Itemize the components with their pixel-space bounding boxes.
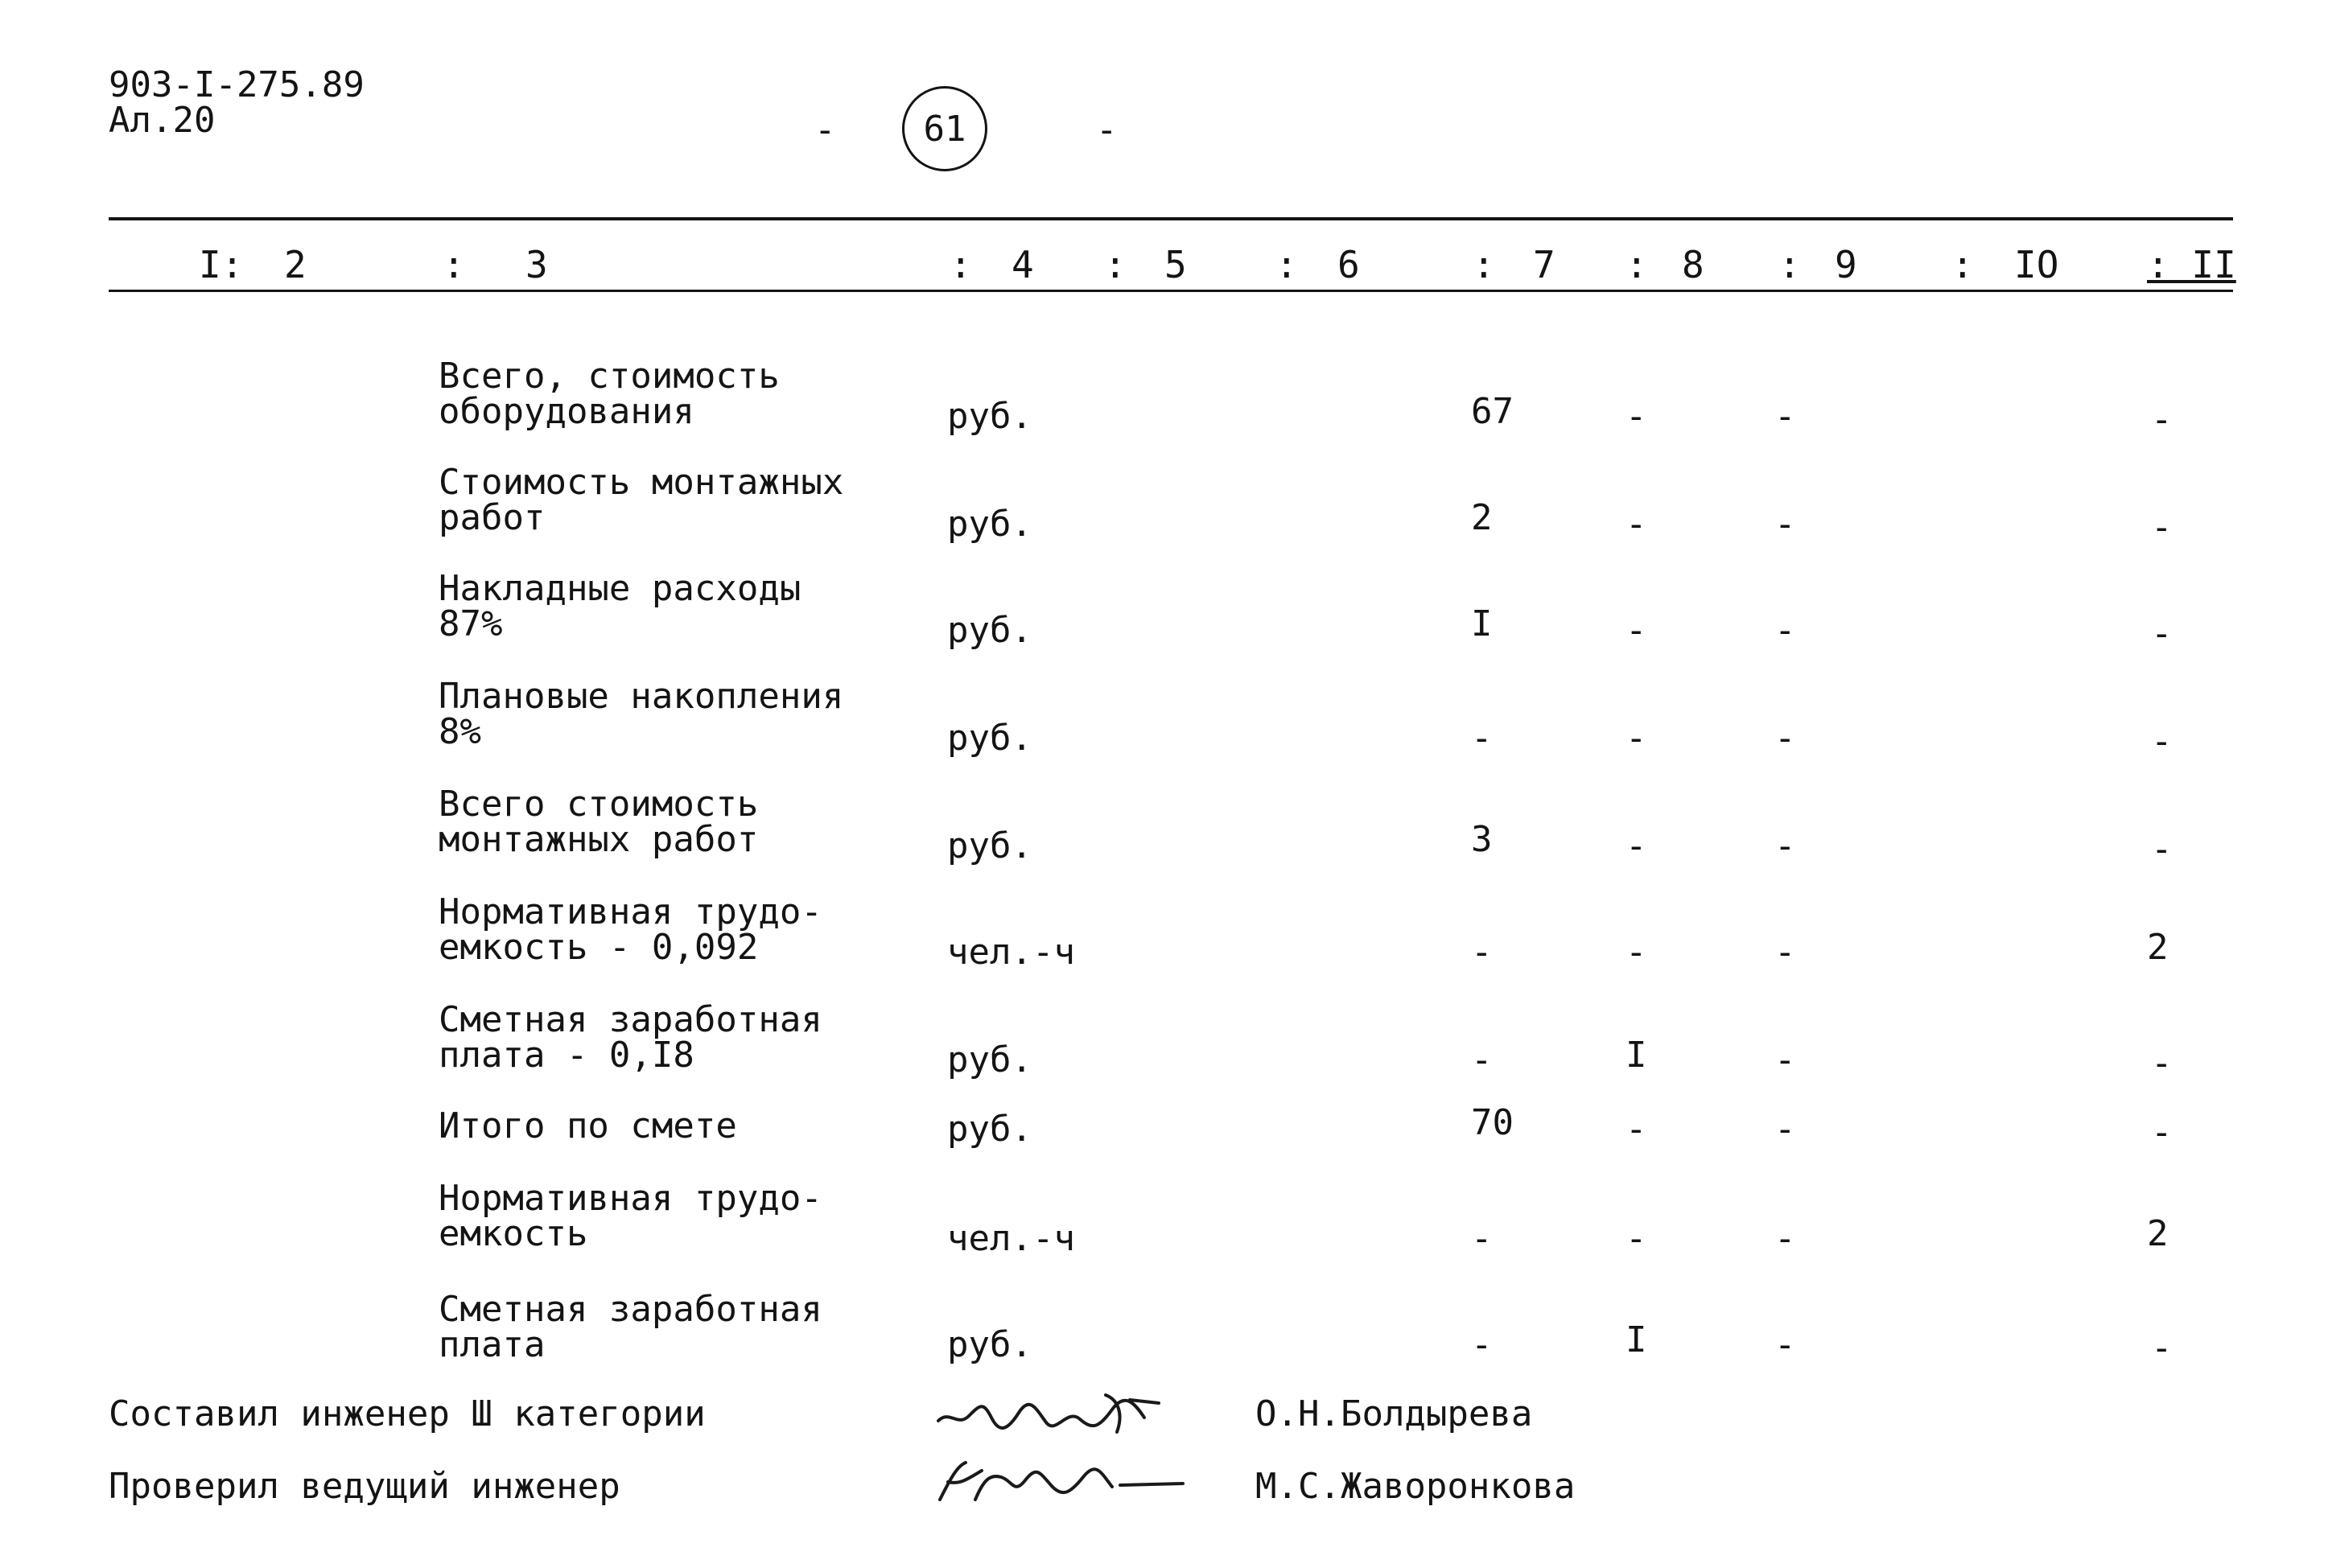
col-header-6: 6 (1337, 243, 1360, 286)
row-value-col8: I (1625, 1319, 1647, 1360)
checked-by-name: М.С.Жаворонкова (1255, 1466, 1576, 1507)
compiled-by-label: Составил инженер Ш категории (109, 1393, 706, 1434)
row-unit: чел.-ч (947, 932, 1075, 973)
row-value-col7: - (1471, 1039, 1493, 1080)
row-value-col9: - (1774, 718, 1796, 759)
row-value-col11: - (2151, 1112, 2173, 1153)
col-header-11: : II (2147, 243, 2236, 286)
row-value-col8: - (1625, 610, 1647, 651)
col-sep: : (443, 243, 465, 286)
top-rule (109, 217, 2233, 220)
row-value-col7: 3 (1471, 819, 1493, 860)
row-value-col7: - (1471, 718, 1493, 759)
row-label-line1: Сметная заработная (439, 999, 822, 1040)
row-value-col8: - (1625, 504, 1647, 545)
row-value-col7: 67 (1471, 391, 1514, 432)
row-label-line2: 87% (439, 603, 503, 644)
row-value-col11: 2 (2147, 1213, 2169, 1254)
col-header-5: 5 (1164, 243, 1187, 286)
row-label-line1: Всего стоимость (439, 784, 759, 825)
row-label-line1: Нормативная трудо- (439, 1178, 822, 1219)
row-value-col9: - (1774, 1324, 1796, 1365)
row-value-col9: - (1774, 504, 1796, 545)
col-header-8: 8 (1682, 243, 1704, 286)
page-number: 61 (923, 108, 966, 150)
row-unit: руб. (947, 1324, 1032, 1365)
row-label-line1: Накладные расходы (439, 568, 801, 609)
row-value-col9: - (1774, 1039, 1796, 1080)
row-value-col8: - (1625, 932, 1647, 973)
compiled-by-name: О.Н.Болдырева (1255, 1393, 1533, 1434)
sheet-label: Ал.20 (109, 100, 216, 141)
row-unit: руб. (947, 1109, 1032, 1150)
col-sep: : (1625, 243, 1648, 286)
col-header-9: 9 (1835, 243, 1857, 286)
row-value-col8: - (1625, 1218, 1647, 1259)
row-label-line2: оборудования (439, 391, 694, 432)
row-label-line2: емкость (439, 1213, 588, 1254)
checked-by-label: Проверил ведущий инженер (109, 1466, 620, 1507)
header-bottom-rule (109, 290, 2233, 292)
row-value-col8: - (1625, 396, 1647, 437)
row-value-col11: - (2151, 507, 2173, 548)
row-unit: руб. (947, 718, 1032, 759)
row-value-col11: - (2151, 1043, 2173, 1084)
row-value-col8: - (1625, 825, 1647, 866)
row-value-col9: - (1774, 1109, 1796, 1150)
row-value-col8: I (1625, 1035, 1647, 1076)
row-value-col11: - (2151, 829, 2173, 870)
row-value-col9: - (1774, 932, 1796, 973)
row-value-col8: - (1625, 718, 1647, 759)
row-value-col9: - (1774, 610, 1796, 651)
row-unit: руб. (947, 610, 1032, 651)
row-value-col9: - (1774, 396, 1796, 437)
row-unit: руб. (947, 1039, 1032, 1080)
col-header-2: 2 (284, 243, 307, 286)
signature-checker (933, 1453, 1191, 1509)
col-sep: : (1778, 243, 1801, 286)
row-label-line1: Плановые накопления (439, 676, 844, 717)
col-header-7: 7 (1533, 243, 1555, 286)
row-value-col8: - (1625, 1109, 1647, 1150)
page-number-circle (902, 86, 987, 171)
row-label-line1: Сметная заработная (439, 1289, 822, 1330)
row-unit: руб. (947, 825, 1032, 866)
document-code: 903-I-275.89 (109, 64, 365, 105)
row-value-col7: 2 (1471, 497, 1493, 538)
row-label-line1: Стоимость монтажных (439, 462, 844, 503)
row-value-col11: - (2151, 613, 2173, 654)
col-sep: : (1104, 243, 1127, 286)
col-header-4: 4 (1012, 243, 1034, 286)
col-header-3: 3 (525, 243, 548, 286)
row-label-line1: Нормативная трудо- (439, 891, 822, 932)
row-label-line2: монтажных работ (439, 819, 759, 860)
row-value-col11: - (2151, 721, 2173, 762)
row-label-line1: Итого по смете (439, 1105, 737, 1146)
row-value-col7: I (1471, 603, 1493, 644)
row-value-col11: - (2151, 1327, 2173, 1368)
row-unit: чел.-ч (947, 1218, 1075, 1259)
row-label-line2: плата - 0,I8 (439, 1035, 694, 1076)
row-label-line1: Всего, стоимость (439, 356, 780, 397)
col-header-1: I: (199, 243, 244, 286)
row-value-col7: 70 (1471, 1102, 1514, 1143)
row-value-col7: - (1471, 1324, 1493, 1365)
col-sep: : (1951, 243, 1974, 286)
row-value-col9: - (1774, 825, 1796, 866)
col-sep: : (950, 243, 972, 286)
row-label-line2: емкость - 0,092 (439, 927, 759, 968)
col-header-10: IO (2014, 243, 2059, 286)
row-value-col7: - (1471, 1218, 1493, 1259)
row-value-col7: - (1471, 932, 1493, 973)
col-sep: : (1473, 243, 1495, 286)
page-dash-left: - (814, 109, 836, 150)
row-value-col11: 2 (2147, 927, 2169, 968)
row-unit: руб. (947, 396, 1032, 437)
row-label-line2: работ (439, 497, 546, 538)
col-sep: : (1275, 243, 1298, 286)
row-label-line2: 8% (439, 711, 481, 752)
page-dash-right: - (1096, 109, 1118, 150)
row-value-col9: - (1774, 1218, 1796, 1259)
row-label-line2: плата (439, 1324, 546, 1365)
row-value-col11: - (2151, 399, 2173, 440)
signature-compiler (933, 1385, 1167, 1442)
row-unit: руб. (947, 504, 1032, 545)
